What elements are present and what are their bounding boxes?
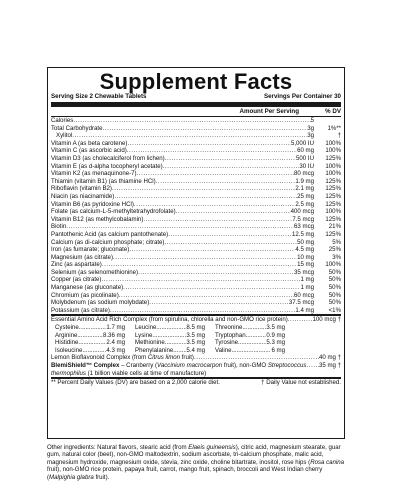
footnote xyxy=(51,379,341,387)
leader-dots xyxy=(165,155,296,163)
nutrient-name: Molybdenum (as sodium molybdate) xyxy=(51,299,150,307)
nutrient-name: Magnesium (as citrate) xyxy=(51,253,113,261)
leader-dots xyxy=(73,117,310,125)
servings-per-container: Servings Per Container 30 xyxy=(263,93,341,100)
leader-dots xyxy=(101,276,300,284)
column-header xyxy=(51,107,341,116)
nutrient-amount: 500 IU xyxy=(296,154,314,162)
nutrient-row xyxy=(51,147,341,155)
amino-acid-section xyxy=(51,316,341,354)
leader-dots xyxy=(246,332,267,340)
nutrient-row xyxy=(51,132,341,140)
nutrient-dv: 100% xyxy=(325,162,341,170)
amino-amount: 2.4 mg xyxy=(106,339,125,347)
nutrient-row xyxy=(51,246,341,254)
leader-dots xyxy=(232,347,272,355)
nutrient-amount: 37.5 mcg xyxy=(288,299,314,307)
amino-amount: 3.5 mg xyxy=(266,324,285,332)
amino-name: Tyrosine xyxy=(215,339,239,347)
amino-acid-item xyxy=(215,339,285,347)
amino-amount: 4.3 mg xyxy=(106,346,125,354)
amino-grid xyxy=(51,324,341,354)
leader-dots xyxy=(112,185,295,193)
nutrient-name: Iron (as fumarate; gluconate) xyxy=(51,246,130,254)
nutrient-row xyxy=(51,261,341,269)
amino-acid-item xyxy=(215,332,285,340)
nutrient-row xyxy=(51,201,341,209)
amino-acid-item xyxy=(55,339,125,347)
nutrient-name: Zinc (as aspartate) xyxy=(51,261,102,269)
nutrient-name: Copper (as citrate) xyxy=(51,276,102,284)
footnote-dagger: † Daily Value not established. xyxy=(261,379,341,387)
nutrient-name: Selenium (as selenomethionine) xyxy=(51,268,139,276)
amino-heading-row xyxy=(51,316,341,324)
nutrient-dv: 100% xyxy=(325,261,341,269)
amino-amount: 100 mcg † xyxy=(312,316,341,324)
lemon-amount: 40 mg † xyxy=(318,354,341,362)
nutrient-amount: 1 mg xyxy=(300,284,314,292)
nutrient-amount: 60 mcg xyxy=(294,291,314,299)
nutrient-dv: 50% xyxy=(328,284,341,292)
leader-dots xyxy=(110,307,295,315)
nutrient-name: Vitamin E (as d-alpha tocopheryl acetate) xyxy=(51,162,163,170)
nutrient-amount: 4.5 mg xyxy=(295,246,314,254)
nutrient-dv: 21% xyxy=(328,223,341,231)
nutrient-amount: 25 mg xyxy=(297,192,314,200)
leader-dots xyxy=(173,347,186,355)
nutrient-amount: 2.1 mg xyxy=(295,185,314,193)
nutrient-row xyxy=(51,307,341,315)
nutrient-row xyxy=(51,117,341,125)
leader-dots xyxy=(123,284,300,292)
amino-name: Lysine xyxy=(135,331,153,339)
nutrient-dv: 50% xyxy=(328,276,341,284)
leader-dots xyxy=(156,178,296,186)
nutrient-row xyxy=(51,125,341,133)
leader-dots xyxy=(152,332,186,340)
nutrient-amount: 60 mg xyxy=(297,147,314,155)
nutrient-name: Chromium (as picolinate) xyxy=(51,291,119,299)
nutrient-row xyxy=(51,276,341,284)
dv-header: % DV xyxy=(325,108,341,115)
nutrient-row xyxy=(51,170,341,178)
blemishield-amount: 35 mg † xyxy=(318,362,341,369)
nutrient-dv: 100% xyxy=(325,147,341,155)
nutrient-dv: 50% xyxy=(328,268,341,276)
nutrient-dv: 125% xyxy=(325,215,341,223)
amino-amount: 5.4 mg xyxy=(186,346,205,354)
nutrient-dv: 100% xyxy=(325,170,341,178)
blemishield-line2: thermophilus (1 billion viable cells at time of manufacture) xyxy=(51,369,207,377)
leader-dots xyxy=(138,269,294,277)
nutrient-row xyxy=(51,284,341,292)
amino-name: Phenylalanine xyxy=(135,346,174,354)
nutrient-amount: 50 mg xyxy=(297,238,314,246)
nutrient-amount: 7.5 mcg xyxy=(292,215,314,223)
amino-name: Methionine xyxy=(135,339,165,347)
nutrient-row xyxy=(51,155,341,163)
nutrient-dv: 125% xyxy=(325,185,341,193)
leader-dots xyxy=(127,140,291,148)
leader-dots xyxy=(102,261,297,269)
nutrient-dv: 50% xyxy=(328,291,341,299)
leader-dots xyxy=(143,216,292,224)
nutrient-list xyxy=(51,117,341,314)
nutrient-row xyxy=(51,239,341,247)
nutrient-dv: 125% xyxy=(325,192,341,200)
amino-name: Arginine xyxy=(55,331,78,339)
amino-acid-item xyxy=(135,332,205,340)
nutrient-name: Vitamin B12 (as methylcobalamin) xyxy=(51,215,144,223)
nutrient-name: Xylitol xyxy=(56,132,73,140)
leader-dots xyxy=(165,339,187,347)
leader-dots xyxy=(66,223,294,231)
nutrient-row xyxy=(51,299,341,307)
leader-dots xyxy=(79,324,107,332)
amount-header: Amount Per Serving xyxy=(239,108,299,115)
blemishield-row xyxy=(51,362,341,370)
nutrient-amount: 63 mcg xyxy=(294,223,314,231)
panel-title: Supplement Facts xyxy=(99,69,293,94)
amino-amount: 3.5 mg xyxy=(186,339,205,347)
nutrient-row xyxy=(51,178,341,186)
leader-dots xyxy=(113,254,297,262)
nutrient-amount: 3g xyxy=(307,124,314,132)
amino-acid-item xyxy=(135,347,205,355)
nutrient-amount: 5,000 IU xyxy=(290,139,314,147)
nutrient-amount: 15 mg xyxy=(297,261,314,269)
leader-dots xyxy=(82,347,106,355)
nutrient-amount: 5 xyxy=(310,117,314,124)
leader-dots xyxy=(238,339,266,347)
nutrient-amount: 30 IU xyxy=(299,162,314,170)
nutrient-row xyxy=(51,185,341,193)
nutrient-row xyxy=(51,208,341,216)
lemon-row xyxy=(51,354,341,362)
amino-acid-item xyxy=(55,324,125,332)
nutrient-dv: 125% xyxy=(325,177,341,185)
amino-acid-item xyxy=(215,324,285,332)
leader-dots xyxy=(163,163,300,171)
amino-name: Cysteine xyxy=(55,324,79,332)
nutrient-row xyxy=(51,292,341,300)
nutrient-dv: 1%** xyxy=(327,124,341,132)
nutrient-amount: 35 mcg xyxy=(294,268,314,276)
leader-dots xyxy=(306,362,318,370)
nutrient-amount: 400 mcg xyxy=(290,208,314,216)
leader-dots xyxy=(137,170,294,178)
leader-dots xyxy=(288,316,313,324)
blemishield-name: BlemiShield™ Complex – Cranberry (Vaccinium macrocarpon fruit), non-GMO Streptococcus xyxy=(51,362,307,369)
amino-acid-item xyxy=(135,324,205,332)
nutrient-name: Total Carbohydrate xyxy=(51,124,103,132)
amino-name: Leucine xyxy=(135,324,157,332)
leader-dots xyxy=(119,292,294,300)
nutrient-row xyxy=(51,163,341,171)
nutrient-amount: 1.4 mg xyxy=(295,306,314,314)
nutrient-name: Vitamin C (as ascorbic acid) xyxy=(51,147,127,155)
leader-dots xyxy=(127,147,297,155)
nutrient-amount: 2.5 mg xyxy=(295,200,314,208)
nutrient-name: Riboflavin (vitamin B2) xyxy=(51,185,112,193)
amino-amount: 1.7 mg xyxy=(106,324,125,332)
other-ingredients-label: Other ingredients: xyxy=(47,444,96,451)
amino-name: Threonine xyxy=(215,324,243,332)
nutrient-amount: 80 mcg xyxy=(294,170,314,178)
nutrient-amount: 3g xyxy=(307,132,314,140)
amino-amount: 8.5 mg xyxy=(186,324,205,332)
amino-heading: Essential Amino Acid Rich Complex (from spirulina, chlorella and non-GMO rice protein) xyxy=(51,316,288,324)
amino-acid-item xyxy=(135,339,205,347)
extra-ingredients xyxy=(51,354,341,377)
amino-name: Valine xyxy=(215,346,232,354)
nutrient-name: Pantothenic Acid (as calcium pantothenate) xyxy=(51,230,169,238)
nutrient-dv: 100% xyxy=(325,139,341,147)
leader-dots xyxy=(72,132,307,140)
nutrient-amount: 1.9 mg xyxy=(295,177,314,185)
nutrient-row xyxy=(51,216,341,224)
nutrient-row xyxy=(51,231,341,239)
leader-dots xyxy=(129,246,295,254)
nutrient-dv: 25% xyxy=(328,246,341,254)
leader-dots xyxy=(176,208,291,216)
nutrient-name: Potassium (as citrate) xyxy=(51,306,110,314)
nutrient-name: Calcium (as di-calcium phosphate; citrate) xyxy=(51,238,165,246)
nutrient-name: Calories xyxy=(51,117,74,124)
nutrient-row xyxy=(51,254,341,262)
nutrient-amount: 1 mg xyxy=(300,276,314,284)
serving-info xyxy=(51,93,341,101)
nutrient-amount: 10 mg xyxy=(297,253,314,261)
nutrient-name: Vitamin A (as beta carotene) xyxy=(51,139,128,147)
nutrient-dv: 50% xyxy=(328,299,341,307)
nutrient-row xyxy=(51,223,341,231)
amino-acid-item xyxy=(55,347,125,355)
nutrient-dv: † xyxy=(337,132,341,140)
amino-name: Histidine xyxy=(55,339,79,347)
amino-acid-item xyxy=(55,332,125,340)
nutrient-name: Vitamin B6 (as pyridoxine HCl) xyxy=(51,200,134,208)
leader-dots xyxy=(156,324,186,332)
nutrient-dv: 5% xyxy=(332,238,341,246)
amino-name: Tryptophan xyxy=(215,331,246,339)
leader-dots xyxy=(114,193,297,201)
supplement-facts-panel xyxy=(47,67,345,439)
nutrient-dv: <1% xyxy=(328,306,341,314)
nutrient-name: Biotin xyxy=(51,223,67,231)
amino-name: Isoleucine xyxy=(55,346,83,354)
leader-dots xyxy=(103,125,308,133)
amino-amount: 6 mg xyxy=(271,346,285,354)
lemon-name: Lemon Bioflavonoid Complex (from Citrus limon fruit) xyxy=(51,354,194,362)
nutrient-name: Manganese (as gluconate) xyxy=(51,284,124,292)
leader-dots xyxy=(149,299,289,307)
leader-dots xyxy=(168,231,292,239)
nutrient-name: Vitamin D3 (as cholecalciferol from lichen) xyxy=(51,154,165,162)
nutrient-dv: 125% xyxy=(325,200,341,208)
nutrient-name: Thiamin (vitamin B1) (as thiamine HCl) xyxy=(51,177,156,185)
leader-dots xyxy=(134,201,295,209)
nutrient-name: Niacin (as niacinamide) xyxy=(51,192,115,200)
other-ingredients: Other ingredients: Natural flavors, stearic acid (from Elaeis guineensis), citric acid, magnesium stearate, guar gum, natural color (beet), non-GMO maltodextrin, sodium ascorbate, tri-calcium phosphate, malic acid, magnesium hydroxide, magnesium oxide, stevia, zinc oxide, choline bitartrate, inositol, rose hips (Rosa canina fruit), non-GMO rice protein, papaya fruit, carrot, mango fruit, spinach, broccoli and West Indian cherry (Malpighia glabra fruit). xyxy=(47,444,345,481)
amino-amount: 5.3 mg xyxy=(266,339,285,347)
leader-dots xyxy=(78,339,106,347)
footnote-dv: ** Percent Daily Values (DV) are based on a 2,000 calorie diet. xyxy=(51,379,220,387)
nutrient-name: Vitamin K2 (as menaquinone-7) xyxy=(51,170,137,178)
leader-dots xyxy=(77,332,103,340)
nutrient-dv: 125% xyxy=(325,230,341,238)
amino-amount: 3.5 mg xyxy=(186,331,205,339)
nutrient-dv: 125% xyxy=(325,154,341,162)
nutrient-row xyxy=(51,269,341,277)
nutrient-dv: 100% xyxy=(325,208,341,216)
serving-size: Serving Size 2 Chewable Tablets xyxy=(51,93,147,100)
leader-dots xyxy=(194,354,319,362)
nutrient-row xyxy=(51,140,341,148)
nutrient-dv: 3% xyxy=(332,253,341,261)
amino-amount: 8.36 mg xyxy=(102,331,125,339)
nutrient-amount: 12.5 mg xyxy=(291,230,314,238)
amino-acid-item xyxy=(215,347,285,355)
nutrient-name: Folate (as calcium-L-5-methyltetrahydrofolate) xyxy=(51,208,176,216)
leader-dots xyxy=(164,239,297,247)
leader-dots xyxy=(242,324,266,332)
amino-amount: 0.9 mg xyxy=(266,331,285,339)
nutrient-row xyxy=(51,193,341,201)
